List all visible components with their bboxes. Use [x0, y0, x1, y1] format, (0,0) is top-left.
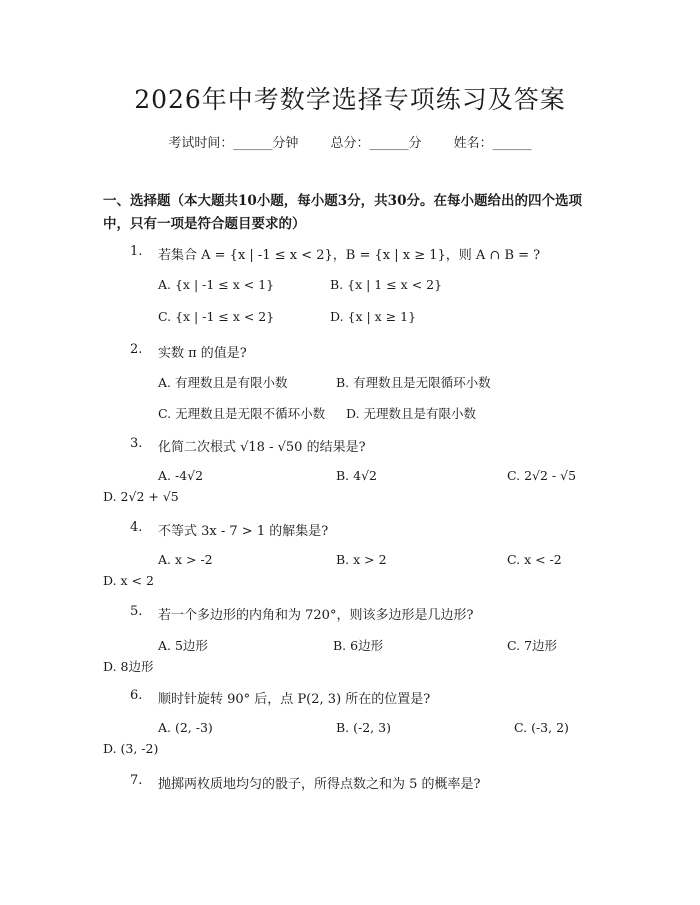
- section-heading: 一、选择题（本大题共10小题，每小题3分，共30分。在每小题给出的四个选项中，只有一项是符合题目要求的）: [103, 193, 582, 232]
- option-a: A. -4√2: [158, 468, 204, 483]
- question-number: 6.: [130, 688, 143, 703]
- option-a: A. x > -2: [158, 552, 213, 567]
- option-d: D. 8边形: [103, 659, 154, 674]
- page-title: 2026年中考数学选择专项练习及答案: [134, 85, 566, 114]
- option-b: B. x > 2: [336, 552, 387, 567]
- exam-info-line: [0, 132, 700, 151]
- option-b: B. 有理数且是无限循环小数: [336, 375, 491, 390]
- question-number: 5.: [130, 604, 143, 619]
- option-b: B. 4√2: [336, 468, 378, 483]
- option-c: C. x < -2: [507, 552, 562, 567]
- question-text: 化简二次根式 √18 - √50 的结果是?: [158, 440, 366, 455]
- question-number: 7.: [130, 773, 143, 788]
- option-d: D. {x | x ≥ 1}: [330, 309, 417, 324]
- question-text: 顺时针旋转 90° 后，点 P(2, 3) 所在的位置是?: [158, 692, 431, 707]
- option-b: B. 6边形: [333, 638, 384, 653]
- question-number: 1.: [130, 244, 143, 259]
- option-a: A. 5边形: [158, 638, 208, 653]
- question-text: 不等式 3x - 7 > 1 的解集是?: [158, 524, 329, 539]
- option-a: A. (2, -3): [158, 720, 213, 735]
- student-name-field: 姓名：______: [453, 136, 532, 151]
- question-number: 3.: [130, 436, 143, 451]
- option-c: C. (-3, 2): [514, 720, 569, 735]
- question-text: 若一个多边形的内角和为 720°，则该多边形是几边形?: [158, 608, 474, 623]
- option-b: B. (-2, 3): [336, 720, 391, 735]
- question-number: 4.: [130, 520, 143, 535]
- question-text: 实数 π 的值是?: [158, 346, 247, 361]
- option-d: D. (3, -2): [103, 741, 159, 756]
- option-c: C. {x | -1 ≤ x < 2}: [158, 309, 275, 324]
- option-d: D. x < 2: [103, 573, 154, 588]
- question-text: 若集合 A = {x | -1 ≤ x < 2}，B = {x | x ≥ 1}，则 A ∩ B = ?: [158, 248, 541, 263]
- option-d: D. 无理数且是有限小数: [346, 406, 477, 421]
- option-a: A. {x | -1 ≤ x < 1}: [158, 277, 275, 292]
- option-a: A. 有理数且是有限小数: [158, 375, 288, 390]
- option-c: C. 2√2 - √5: [507, 468, 577, 483]
- question-text: 抛掷两枚质地均匀的骰子，所得点数之和为 5 的概率是?: [158, 777, 481, 792]
- option-b: B. {x | 1 ≤ x < 2}: [330, 277, 443, 292]
- exam-time-field: 考试时间：______分钟: [168, 136, 299, 151]
- option-d: D. 2√2 + √5: [103, 489, 179, 504]
- total-score-field: 总分：______分: [330, 136, 422, 151]
- question-number: 2.: [130, 342, 143, 357]
- option-c: C. 7边形: [507, 638, 558, 653]
- option-c: C. 无理数且是无限不循环小数: [158, 406, 326, 421]
